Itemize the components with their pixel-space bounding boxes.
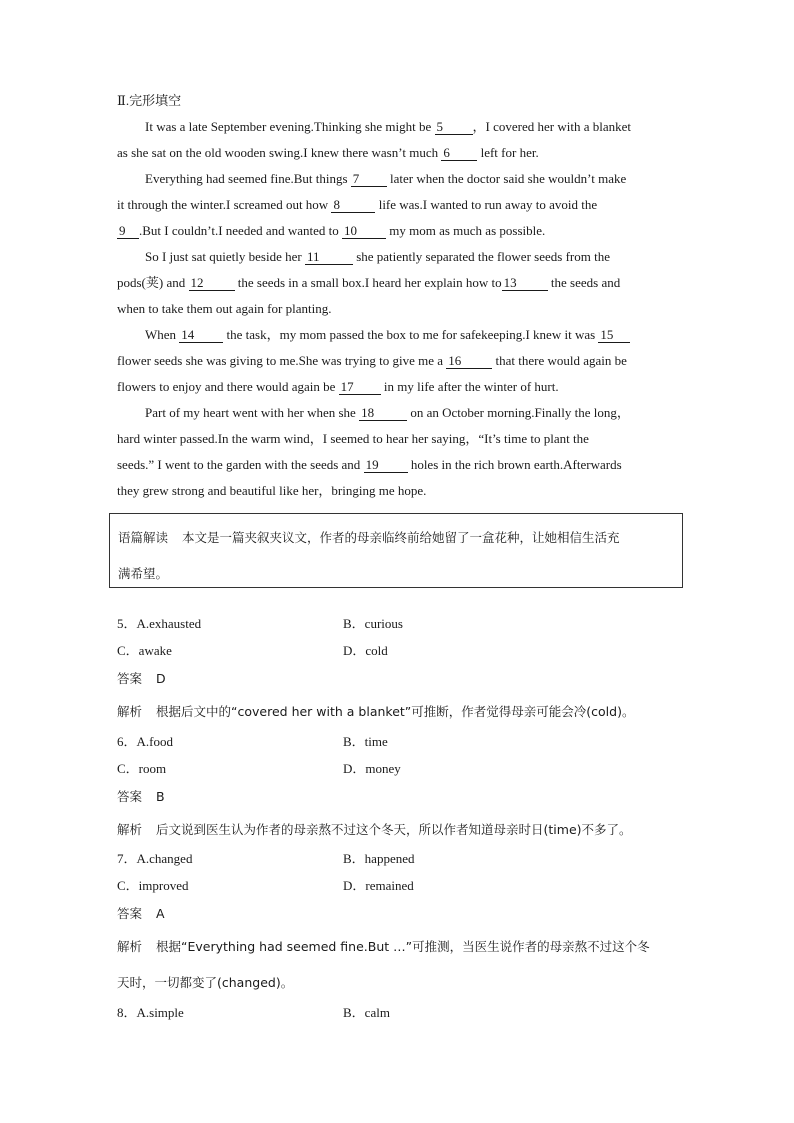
text: It was a late September evening.Thinking she might be [145, 119, 432, 134]
explanation-label: 解析 [117, 822, 143, 837]
option-b: B．curious [343, 616, 403, 631]
explanation [117, 812, 677, 848]
option-b: B．happened [343, 851, 415, 866]
line [117, 452, 677, 478]
option-a: 7．A.changed [117, 851, 193, 866]
text: in my life after the winter of hurt. [383, 379, 559, 394]
answer-label: 答案 [117, 671, 143, 686]
options-row [117, 845, 677, 872]
text: they grew strong and beautiful like her，bringing me hope. [117, 483, 427, 498]
note-line [118, 520, 674, 556]
line [117, 426, 677, 452]
paragraph-1 [117, 114, 677, 166]
blank-19: 19 [364, 458, 408, 473]
option-a: 5．A.exhausted [117, 616, 202, 631]
blank-7: 7 [351, 172, 387, 187]
blank-5: 5 [435, 120, 473, 135]
text: seeds.” I went to the garden with the seeds and [117, 457, 361, 472]
answer-label: 答案 [117, 906, 143, 921]
option-b: B．time [343, 734, 388, 749]
text: Everything had seemed fine.But things [145, 171, 348, 186]
options-row [117, 755, 677, 782]
text: later when the doctor said she wouldn’t make [390, 171, 627, 186]
options-row [117, 637, 677, 664]
question-7 [117, 845, 677, 1001]
line [117, 218, 677, 244]
option-c: C．room [117, 761, 167, 776]
blank-10: 10 [342, 224, 386, 239]
line [117, 348, 677, 374]
options-row [117, 610, 677, 637]
question-8 [117, 999, 677, 1026]
option-a: 8．A.simple [117, 1005, 184, 1020]
text: that there would again be [495, 353, 627, 368]
line [117, 192, 677, 218]
answer-row [117, 782, 677, 812]
text: on an October morning.Finally the long， [410, 405, 630, 420]
text: when to take them out again for planting. [117, 301, 332, 316]
option-d: D．cold [343, 643, 388, 658]
text: the task，my mom passed the box to me for safekeeping.I knew it was [226, 327, 596, 342]
paragraph-2 [117, 166, 677, 244]
note-label: 语篇解读 [118, 530, 169, 545]
paragraph-5 [117, 400, 677, 504]
blank-12: 12 [189, 276, 235, 291]
question-5 [117, 610, 677, 730]
text: my mom as much as possible. [389, 223, 546, 238]
explanation-text: 根据“Everything had seemed fine.But …”可推测，当医生说作者的母亲熬不过这个冬 [156, 939, 650, 954]
explanation-continued: 天时，一切都变了(changed)。 [117, 975, 294, 990]
answer-value: D [156, 671, 166, 686]
option-d: D．money [343, 761, 401, 776]
blank-17: 17 [339, 380, 381, 395]
text: ，I covered her with a blanket [472, 119, 632, 134]
text: the seeds and [550, 275, 621, 290]
option-c: C．awake [117, 643, 172, 658]
option-d: D．remained [343, 878, 414, 893]
line [117, 140, 677, 166]
blank-11: 11 [305, 250, 353, 265]
text: Part of my heart went with her when she [145, 405, 356, 420]
options-row [117, 872, 677, 899]
note-text: 本文是一篇夹叙夹议文，作者的母亲临终前给她留了一盒花种，让她相信生活充 [182, 530, 620, 545]
discourse-note-box [109, 513, 683, 588]
explanation [117, 694, 677, 730]
options-row [117, 999, 677, 1026]
note-line: 满希望。 [118, 566, 169, 581]
paragraph-4 [117, 322, 677, 400]
option-a: 6．A.food [117, 734, 173, 749]
blank-15: 15 [598, 328, 630, 343]
options-row [117, 728, 677, 755]
text: flower seeds she was giving to me.She was trying to give me a [117, 353, 444, 368]
answer-value: A [156, 906, 165, 921]
blank-13: 13 [502, 276, 548, 291]
answer-row [117, 899, 677, 929]
text: life was.I wanted to run away to avoid the [378, 197, 598, 212]
text: holes in the rich brown earth.Afterwards [410, 457, 622, 472]
text: the seeds in a small box.I heard her explain how to [237, 275, 502, 290]
option-b: B．calm [343, 1005, 390, 1020]
text: she patiently separated the flower seeds from the [356, 249, 610, 264]
text: flowers to enjoy and there would again be [117, 379, 336, 394]
blank-14: 14 [179, 328, 223, 343]
line [117, 400, 677, 426]
line [117, 166, 677, 192]
question-6 [117, 728, 677, 848]
text: as she sat on the old wooden swing.I knew there wasn’t much [117, 145, 439, 160]
blank-8: 8 [331, 198, 375, 213]
paragraph-3 [117, 244, 677, 322]
explanation [117, 929, 677, 965]
blank-6: 6 [441, 146, 477, 161]
explanation-label: 解析 [117, 704, 143, 719]
text: .But I couldn’t.I needed and wanted to [139, 223, 339, 238]
text: hard winter passed.In the warm wind，I seemed to hear her saying，“It’s time to plant the [117, 431, 589, 446]
line [117, 114, 677, 140]
option-c: C．improved [117, 878, 189, 893]
text: So I just sat quietly beside her [145, 249, 302, 264]
line [117, 374, 677, 400]
line [117, 270, 677, 296]
answer-value: B [156, 789, 165, 804]
text: When [145, 327, 177, 342]
passage-area [117, 92, 677, 504]
text: left for her. [480, 145, 539, 160]
line [117, 322, 677, 348]
text: it through the winter.I screamed out how [117, 197, 329, 212]
explanation-text: 后文说到医生认为作者的母亲熬不过这个冬天，所以作者知道母亲时日(time)不多了。 [156, 822, 632, 837]
line [117, 478, 677, 504]
blank-9: 9 [117, 224, 139, 239]
line [117, 296, 677, 322]
blank-18: 18 [359, 406, 407, 421]
blank-16: 16 [446, 354, 492, 369]
answer-row [117, 664, 677, 694]
section-title: Ⅱ.完形填空 [117, 93, 182, 108]
answer-label: 答案 [117, 789, 143, 804]
line [117, 244, 677, 270]
explanation-text: 根据后文中的“covered her with a blanket”可推断，作者觉得母亲可能会冷(cold)。 [156, 704, 635, 719]
text: pods(荚) and [117, 275, 186, 290]
explanation-label: 解析 [117, 939, 143, 954]
